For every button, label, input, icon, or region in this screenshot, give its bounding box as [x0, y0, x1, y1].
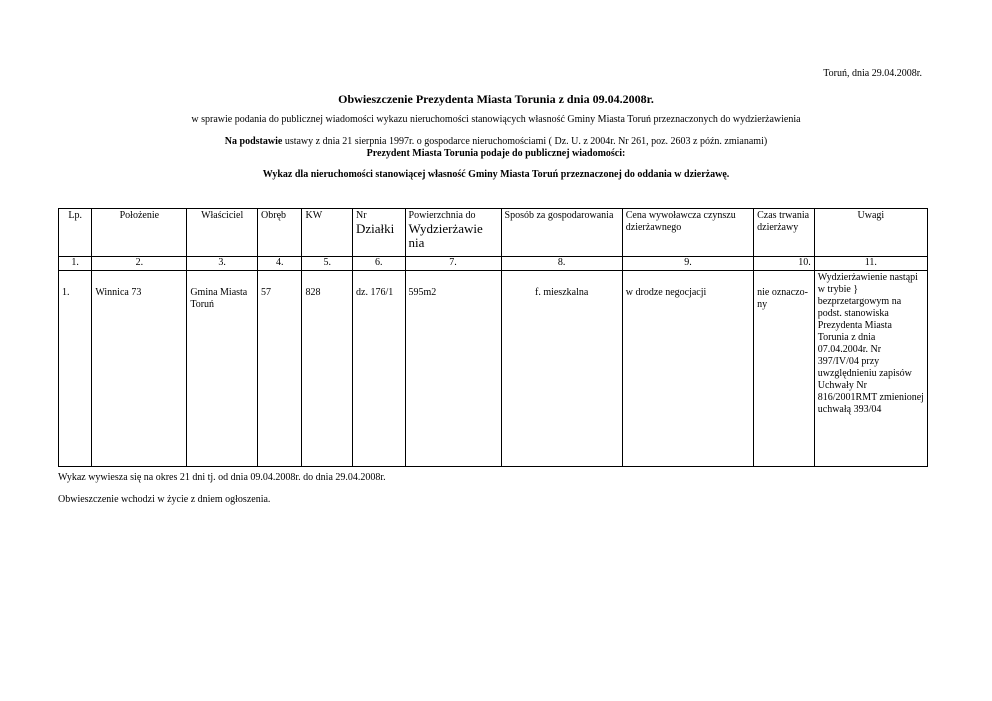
- cell-sposob: f. mieszkalna: [501, 271, 622, 467]
- header-polozenie: Położenie: [92, 209, 187, 257]
- header-powierzchnia-label: Powierzchnia do: [408, 210, 476, 221]
- header-nr: Nr: [356, 210, 367, 221]
- header-uwagi: Uwagi: [814, 209, 927, 257]
- header-czas: Czas trwania dzierżawy: [754, 209, 815, 257]
- cell-dzialka: dz. 176/1: [353, 271, 406, 467]
- cell-cena: w drodze negocjacji: [622, 271, 753, 467]
- table-header-row: [59, 209, 928, 257]
- header-wlasciciel: Właściciel: [187, 209, 258, 257]
- column-number: 5.: [302, 257, 353, 271]
- cell-polozenie: Winnica 73: [92, 271, 187, 467]
- cell-obreb: 57: [258, 271, 302, 467]
- posting-period-note: Wykaz wywiesza się na okres 21 dni tj. od dnia 09.04.2008r. do dnia 29.04.2008r.: [58, 472, 386, 483]
- cell-czas: nie oznaczo-ny: [754, 271, 815, 467]
- legal-basis: [0, 136, 992, 148]
- header-nr-dzialki: [353, 209, 406, 257]
- column-number: 1.: [59, 257, 92, 271]
- column-number: 2.: [92, 257, 187, 271]
- column-number: 8.: [501, 257, 622, 271]
- column-number: 10.: [754, 257, 815, 271]
- column-number: 6.: [353, 257, 406, 271]
- column-number: 7.: [405, 257, 501, 271]
- column-number: 3.: [187, 257, 258, 271]
- legal-basis-text: ustawy z dnia 21 sierpnia 1997r. o gospodarce nieruchomościami ( Dz. U. z 2004r. Nr 261, poz. 2603 z późn. zmianami): [282, 136, 768, 147]
- document-subtitle: w sprawie podania do publicznej wiadomości wykazu nieruchomości stanowiących własność Gminy Miasta Toruń przeznaczonych do wydzierżawienia: [191, 114, 801, 125]
- header-sposob: Sposób za gospodarowania: [501, 209, 622, 257]
- property-table: [58, 208, 928, 467]
- column-number: 4.: [258, 257, 302, 271]
- cell-lp: 1.: [59, 271, 92, 467]
- header-lp: Lp.: [59, 209, 92, 257]
- column-number-row: [59, 257, 928, 271]
- header-kw: KW: [302, 209, 353, 257]
- column-number: 9.: [622, 257, 753, 271]
- cell-uwagi: Wydzierżawienie nastąpi w trybie } bezprzetargowym na podst. stanowiska Prezydenta Miasta Torunia z dnia 07.04.2004r. Nr 397/IV/04 przy uwzględnieniu zapisów Uchwały Nr 816/2001RMT zmienionej uchwałą 393/04: [814, 271, 927, 467]
- document-title: Obwieszczenie Prezydenta Miasta Torunia z dnia 09.04.2008r.: [338, 92, 654, 106]
- effective-note: Obwieszczenie wchodzi w życie z dniem ogłoszenia.: [58, 494, 271, 505]
- legal-basis-label: Na podstawie: [224, 136, 283, 147]
- announcement: Prezydent Miasta Torunia podaje do publicznej wiadomości:: [366, 148, 626, 159]
- header-cena: Cena wywoławcza czynszu dzierżawnego: [622, 209, 753, 257]
- header-obreb: Obręb: [258, 209, 302, 257]
- cell-powierzchnia: 595m2: [405, 271, 501, 467]
- cell-wlasciciel: Gmina Miasta Toruń: [187, 271, 258, 467]
- table-row: [59, 271, 928, 467]
- header-dzialki: Działki: [356, 221, 395, 236]
- document-date: Toruń, dnia 29.04.2008r.: [823, 68, 922, 79]
- header-powierzchnia: [405, 209, 501, 257]
- column-number: 11.: [814, 257, 927, 271]
- cell-kw: 828: [302, 271, 353, 467]
- list-title: Wykaz dla nieruchomości stanowiącej własność Gminy Miasta Toruń przeznaczonej do oddania w dzierżawę.: [262, 169, 730, 180]
- header-wydzierzawienia: Wydzierżawie nia: [408, 221, 483, 250]
